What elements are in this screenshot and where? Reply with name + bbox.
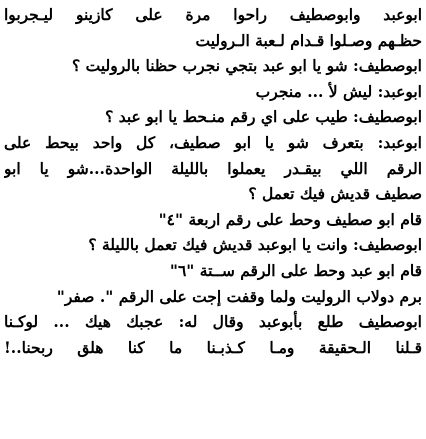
text-line-14: قـلنا الـحقيقة ومـا كـذبـنا ما كنا هلق ربحنا..!: [4, 337, 422, 357]
text-line-10: ابوصطيف: وانت يا ابوعبد قديش فيك تعمل بالليلة ؟: [88, 235, 422, 255]
text-line-2: حظـهم وصـلوا قـدام لـعبة الـروليت: [195, 30, 422, 50]
text-line-1: ابوعبد وابوصطيف راحوا مرة على كازينو ليـجربوا: [4, 5, 422, 24]
text-line-4: ابوعبد: ليش لأ ... منجرب: [255, 81, 422, 101]
text-line-3: ابوصطيف: شو يا ابو عبد بتجي نجرب حظنا بالروليت ؟: [72, 56, 422, 76]
text-line-12: برم دولاب الروليت ولما وقفت إجت على الرقم ". صفر": [56, 286, 422, 306]
text-line-5: ابوصطيف: طيب على اي رقم منـحط يا ابو عبد ؟: [105, 107, 422, 127]
text-line-9: قام ابو صطيف وحط على رقم اربعة "٤": [158, 209, 422, 229]
text-line-7: الرقم اللي بيقـدر يعملوا بالليلة الواحدة...شو يا ابو: [4, 158, 422, 178]
text-line-6: ابوعبد: بتعرف شو يا ابو صطيف، كل واحد بيحط على: [4, 132, 422, 152]
text-line-13: ابوصطيف طلع بأبوعبد وقال له: عجبك هيك ... لوكـنا: [4, 312, 422, 332]
text-line-11: قام ابو عبد وحط على الرقم ســتة "٦": [169, 260, 422, 280]
text-line-8: صطيف قديش فيك تعمل ؟: [248, 184, 422, 204]
